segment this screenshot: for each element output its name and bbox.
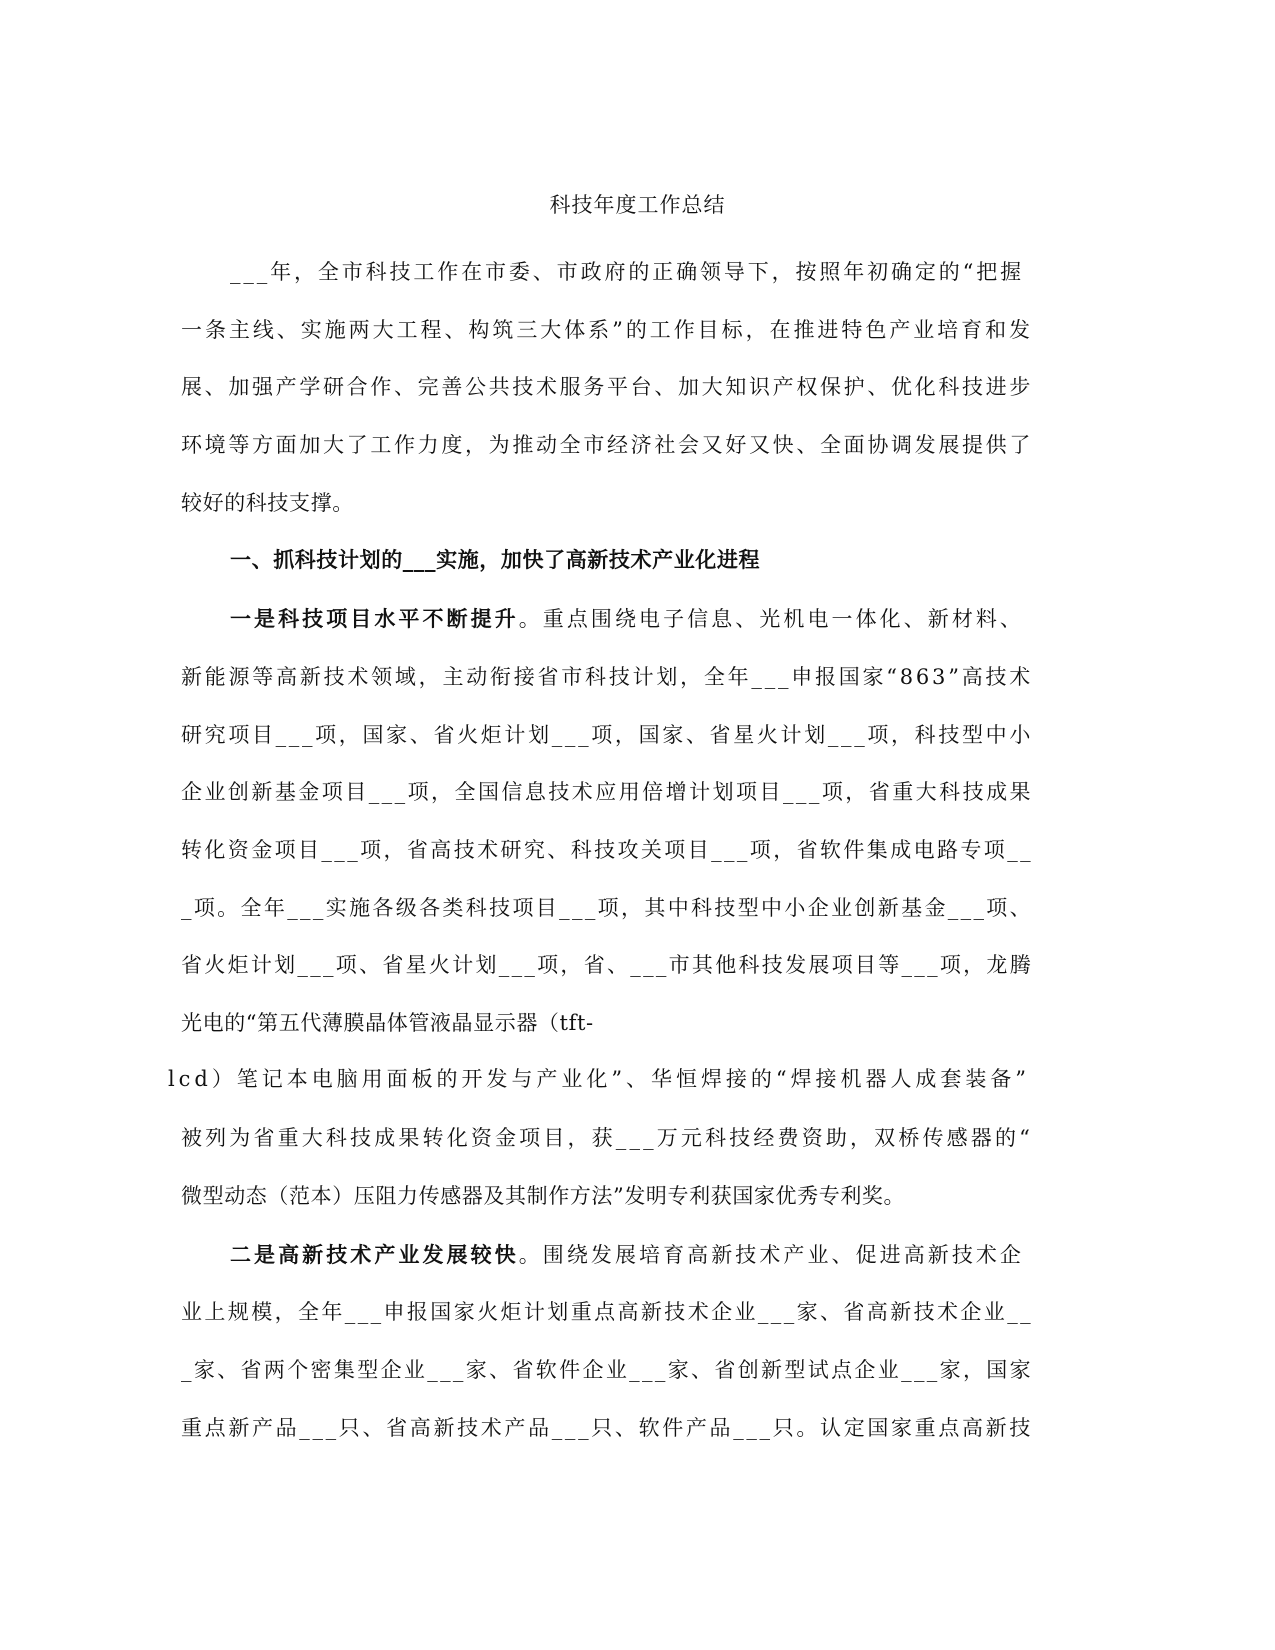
text-line: [181, 488, 354, 518]
text-line: [230, 1240, 1024, 1270]
text-segment: 展、加强产学研合作、完善公共技术服务平台、加大知识产权保护、优化科技进步: [181, 375, 1033, 399]
text-segment: 环境等方面加大了工作力度，为推动全市经济社会又好又快、全面协调发展提供了: [181, 433, 1033, 457]
text-segment: 微型动态（范本）压阻力传感器及其制作方法”发明专利获国家优秀专利奖。: [181, 1184, 906, 1208]
text-segment: 研究项目___项，国家、省火炬计划___项，国家、省星火计划___项，科技型中小: [181, 723, 1033, 747]
text-segment: 企业创新基金项目___项，全国信息技术应用倍增计划项目___项，省重大科技成果: [181, 780, 1033, 804]
text-segment: 。重点围绕电子信息、光机电一体化、新材料、: [518, 607, 1024, 631]
text-line: [230, 545, 760, 575]
text-line: [181, 1297, 1033, 1327]
text-line: [168, 1064, 1030, 1094]
text-segment: 。围绕发展培育高新技术产业、促进高新技术企: [518, 1243, 1024, 1267]
text-segment: 业上规模，全年___申报国家火炬计划重点高新技术企业___家、省高新技术企业__: [181, 1300, 1033, 1324]
text-line: [181, 315, 1033, 345]
text-segment: 新能源等高新技术领域，主动衔接省市科技计划，全年___申报国家“863”高技术: [181, 665, 1033, 689]
text-segment: 省火炬计划___项、省星火计划___项，省、___市其他科技发展项目等___项，龙腾: [181, 953, 1033, 977]
text-segment: 较好的科技支撑。: [181, 491, 354, 515]
text-line: [181, 1181, 905, 1211]
text-line: [181, 1008, 594, 1038]
text-segment: 重点新产品___只、省高新技术产品___只、软件产品___只。认定国家重点高新技: [181, 1416, 1033, 1440]
text-line: [181, 372, 1033, 402]
document-title: 科技年度工作总结: [549, 193, 726, 217]
text-line: [181, 1413, 1033, 1443]
text-line: [181, 430, 1033, 460]
bold-text-segment: 一、抓科技计划的___实施，加快了高新技术产业化进程: [230, 547, 761, 572]
text-segment: _项。全年___实施各级各类科技项目___项，其中科技型中小企业创新基金___项、: [181, 896, 1033, 920]
bold-text-segment: 二是高新技术产业发展较快: [230, 1242, 519, 1267]
text-line: [181, 720, 1033, 750]
text-line: [230, 257, 1024, 287]
text-line: [181, 1355, 1033, 1385]
text-line: [181, 777, 1033, 807]
text-segment: _家、省两个密集型企业___家、省软件企业___家、省创新型试点企业___家，国家: [181, 1358, 1033, 1382]
text-line: [181, 893, 1033, 923]
text-line: [181, 1123, 1033, 1153]
text-line: [230, 604, 1024, 634]
text-segment: 一条主线、实施两大工程、构筑三大体系”的工作目标，在推进特色产业培育和发: [181, 318, 1033, 342]
text-line: [181, 662, 1033, 692]
bold-text-segment: 一是科技项目水平不断提升: [230, 606, 519, 631]
text-segment: 被列为省重大科技成果转化资金项目，获___万元科技经费资助，双桥传感器的“: [181, 1126, 1033, 1150]
text-segment: 光电的“第五代薄膜晶体管液晶显示器（tft-: [181, 1011, 594, 1035]
text-line: [181, 835, 1033, 865]
text-segment: 转化资金项目___项，省高技术研究、科技攻关项目___项，省软件集成电路专项__: [181, 838, 1033, 862]
text-segment: ___年，全市科技工作在市委、市政府的正确领导下，按照年初确定的“把握: [230, 260, 1024, 284]
text-line: [181, 950, 1033, 980]
text-segment: lcd）笔记本电脑用面板的开发与产业化”、华恒焊接的“焊接机器人成套装备”: [168, 1067, 1030, 1091]
